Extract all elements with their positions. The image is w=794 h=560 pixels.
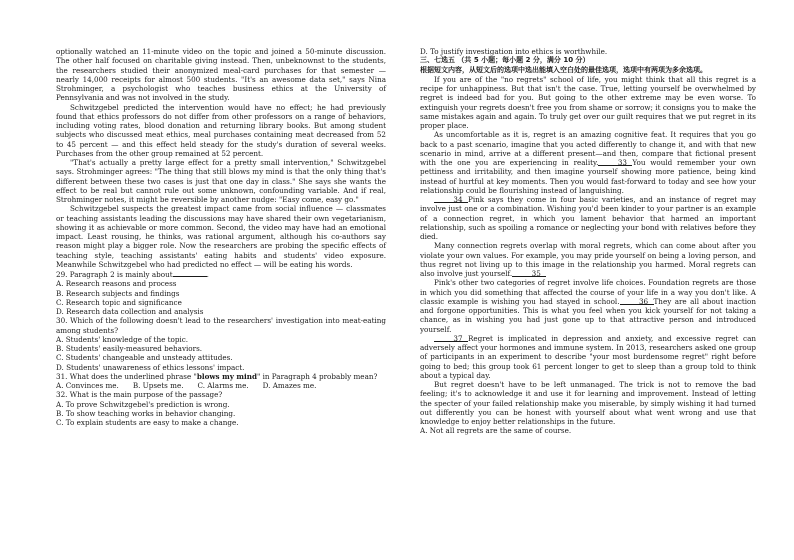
cloze-paragraph-4: Many connection regrets overlap with moral regrets, which can come about after you violate your own values. For example, you may pride yourself on being a loving person, and thus regret not living up to this image in the relationship you harmed. Moral regrets can also involve just yourself. 35 <box>420 241 756 278</box>
question-31-option-b: B. Upsets me. <box>132 381 184 390</box>
question-32-option-b: B. To show teaching works in behavior changing. <box>56 408 236 418</box>
cloze-paragraph-6: 37 Regret is implicated in depression and anxiety, and excessive regret can adversely affect your hormones and immune system. In 2013, researchers asked one group of participants in an experiment to describe "your most burdensome regret" right before going to bed; this group took 61 percent longer to get to sleep than a group told to think about a typical day. <box>420 333 756 380</box>
question-31-option-d: D. Amazes me. <box>262 381 317 390</box>
answer-blank <box>173 269 207 277</box>
question-29-option-a: A. Research reasons and process <box>56 279 177 289</box>
question-31-options <box>56 381 386 390</box>
blank-37: 37 <box>434 334 468 342</box>
question-29: 29. Paragraph 2 is mainly about . <box>56 270 209 279</box>
cloze-paragraph-5: Pink's other two categories of regret involve life choices. Foundation regrets are those in which you did something that affected the course of your life in a way you don't like. A classic example is wishing you had stayed in school. 36 They are all about inaction and forgone opportunities. This is what you feel when you kick yourself for not taking a chance, as in wishing you had just gone up to that attractive person and introduced yourself. <box>420 278 756 334</box>
question-30-option-a: A. Students' knowledge of the topic. <box>56 334 189 344</box>
question-32-option-c: C. To explain students are easy to make a change. <box>56 418 239 427</box>
underlined-phrase: blows my mind <box>196 371 257 381</box>
question-30-option-c: C. Students' changeable and unsteady attitudes. <box>56 353 233 363</box>
question-29-option-c: C. Research topic and significance <box>56 297 182 307</box>
question-29-option-b: B. Research subjects and findings <box>56 288 180 298</box>
question-30: 30. Which of the following doesn't lead to the researchers' investigation into meat-eating among students? <box>56 316 386 335</box>
cloze-paragraph-2: As uncomfortable as it is, regret is an amazing cognitive feat. It requires that you go back to a past scenario, imagine that you acted differently to change it, and with that new scenario in mind, arrive at a different present—and then, compare that fictional present with the one you are experiencing in reality. 33 You would remember your own pettiness and irritability, and then imagine yourself showing more patience, being kind instead of hurtful at key moments. Then you would fast-forward to today and see how your relationship could be flourishing instead of languishing. <box>420 130 756 195</box>
cloze-paragraph-1: If you are of the "no regrets" school of life, you might think that all this regret is a recipe for unhappiness. But that isn't the case. True, letting yourself be overwhelmed by regret is indeed bad for you. But going to the other extreme may be even worse. To extinguish your regrets doesn't free you from shame or sorrow; it consigns you to make the same mistakes again and again. To truly get over our guilt requires that we put regret in its proper place. <box>420 74 756 130</box>
blank-35: 35 <box>512 269 546 277</box>
question-29-option-d: D. Research data collection and analysis <box>56 307 204 316</box>
blank-36: 36 <box>620 297 654 305</box>
section-instructions: 根据短文内容，从短文后的选项中选出能填入空白处的最佳选项，选项中有两项为多余选项。 <box>420 65 707 74</box>
passage-paragraph-1: optionally watched an 11-minute video on the topic and joined a 50-minute discussion. The other half focused on charitable giving instead. Then, unbeknownst to the students, the researchers studied their anonymized meal-card purchases for that semester — nearly 14,000 receipts for almost 500 students. "It's an awesome data set," says Nina Strohminger, a psychologist who teaches business ethics at the University of Pennsylvania and was not involved in the study. <box>56 47 386 103</box>
blank-34: 34 <box>434 195 468 203</box>
passage-paragraph-3: "That's actually a pretty large effect for a pretty small intervention," Schwitzgebel says. Strohminger agrees: "The thing that still blows my mind is that the only thing that's different between these two cases is just that one day in class." She says she wants the effect to be real but cannot rule out some unknown, confounding variable. And if real, Strohminger notes, it might be reversible by another nudge: "Easy come, easy go." <box>56 158 386 204</box>
cloze-option-a: A. Not all regrets are the same of course. <box>420 426 572 436</box>
cloze-paragraph-3: 34 Pink says they come in four basic varieties, and an instance of regret may involve just one or a combination. Wishing you'd been kinder to your partner is an example of a connection regret, in which you lament behavior that harmed an important relationship, such as spoiling a romance or neglecting your bond with relatives before they died. <box>420 195 756 241</box>
question-32: 32. What is the main purpose of the passage? <box>56 390 223 400</box>
question-31-option-a: A. Convinces me. <box>56 381 119 390</box>
left-column <box>56 47 386 427</box>
question-32-option-a: A. To prove Schwitzgebel's prediction is wrong. <box>56 399 230 409</box>
question-30-option-d: D. Students' unawareness of ethics lessons' impact. <box>56 362 245 372</box>
blank-33: 33 <box>598 158 632 166</box>
passage-paragraph-4: Schwitzgebel suspects the greatest impact came from social influence — classmates or teaching assistants leading the discussions may have shared their own vegetarianism, showing it as achievable or more common. Second, the video may have had an emotional impact. Least rousing, he thinks, was rational argument, although his co-authors say reason might play a bigger role. Now the researchers are probing the specific effects of teaching style, teaching assistants' eating habits and students' video exposure. Meanwhile Schwitzgebel who had predicted no effect — will be eating his words. <box>56 204 386 269</box>
passage-paragraph-2: Schwitzgebel predicted the intervention would have no effect; he had previously found that ethics professors do not differ from other professors on a range of behaviors, including voting rates, blood donation and returning library books. But among student subjects who discussed meat ethics, meal purchases containing meat decreased from 52 to 45 percent — and this effect held steady for the study's duration of several weeks. Purchases from the other group remained at 52 percent. <box>56 102 386 158</box>
question-31-option-c: C. Alarms me. <box>197 381 249 390</box>
question-31: 31. What does the underlined phrase "blows my mind" in Paragraph 4 probably mean? <box>56 371 378 381</box>
right-column <box>420 47 756 436</box>
question-30-option-b: B. Students' easily-measured behaviors. <box>56 344 203 353</box>
question-32-option-d: D. To justify investigation into ethics is worthwhile. <box>420 47 608 56</box>
section-title: 三、七选五 （共 5 小题；每小题 2 分，满分 10 分） <box>420 56 590 65</box>
cloze-paragraph-7: But regret doesn't have to be left unmanaged. The trick is not to remove the bad feeling; it's to acknowledge it and use it for learning and improvement. Instead of letting the specter of your failed relationship make you miserable, by simply wishing it had turned out differently you can be honest with yourself about what went wrong and use that knowledge to enjoy better relationships in the future. <box>420 380 756 426</box>
